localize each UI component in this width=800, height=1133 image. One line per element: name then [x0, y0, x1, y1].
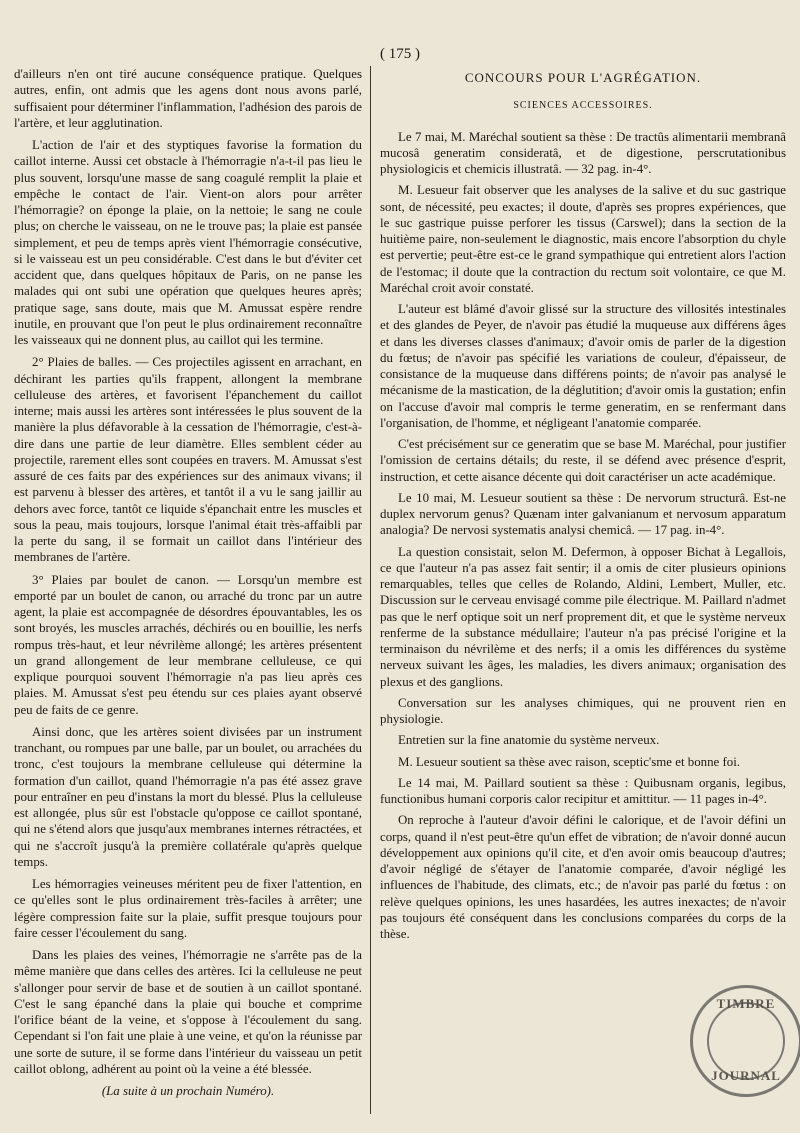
stamp-bottom-text: JOURNAL — [711, 1068, 781, 1083]
stamp-top-text: TIMBRE — [716, 996, 776, 1011]
paragraph: La question consistait, selon M. Defermon, à opposer Bichat à Legallois, ce que l'auteur n'a pas assez fait sentir; il a omis de citer plusieurs opinions remarquables, telles que celles de Rolando, Aldini, Lembert, Muller, etc. Discussion sur le cerveau envisagé comme pile électrique. M. Paillard n'admet pas que le nerf optique soit un nerf proprement dit, et que le système nerveux renferme de la substance médullaire; l'auteur n'a pas précisé l'origine et la terminaison du névrilème et des nerfs; il a omis les différences du système nerveux suivant les âges, les maladies, les divers animaux; organisation des plexus et des ganglions. — [380, 544, 786, 689]
paragraph: Le 10 mai, M. Lesueur soutient sa thèse : De nervorum structurâ. Est-ne duplex nervorum genus? Quænam inter galvanianum et nervosum apparatum analogia? De nervosi systematis analysi chemicâ. — 17 pag. in-4°. — [380, 490, 786, 538]
left-column — [14, 66, 362, 1105]
continuation-note: (La suite à un prochain Numéro). — [101, 1084, 275, 1098]
paragraph: Dans les plaies des veines, l'hémorragie ne s'arrête pas de la même manière que dans celles des artères. Ici la celluleuse ne peut s'allonger pour servir de base et de soutien à un caillot spontané. C'est le sang épanché dans la plaie qui bouche et comprime l'orifice béant de la veine, et s'oppose à l'écoulement du sang. Cependant si l'on fait une plaie à une veine, et qu'on la réunisse par une sorte de suture, il se forme dans l'intérieur du vaisseau un petit caillot oblong, adhérent au point où la veine a été blessée. — [14, 948, 362, 1076]
right-column — [380, 66, 786, 947]
paragraph: Conversation sur les analyses chimiques, qui ne prouvent rien en physiologie. — [380, 695, 786, 726]
subsection-heading: SCIENCES ACCESSOIRES. — [513, 100, 653, 112]
page-number: ( 175 ) — [380, 46, 420, 62]
paragraph: M. Lesueur fait observer que les analyses de la salive et du suc gastrique sont, de nécessité, peu exactes; il doute, d'après ses propres expériences, que le suc gastrique puisse perforer les tissus (Carswel); dans la section de la huitième paire, non-seulement le diagnostic, mais encore l'absorption du chyle est pervertie; peut-être est-ce le grand sympathique qui entretient alors l'action de l'estomac; il doute que la contraction du rectum soit volontaire, ce que M. Maréchal croit avoir constaté. — [380, 183, 786, 295]
paragraph: L'action de l'air et des styptiques favorise la formation du caillot interne. Aussi cet obstacle à l'hémorragie n'a-t-il pas lieu le plus souvent, lorsqu'une masse de sang coagulé remplit la plaie et empêche le contact de l'air. Vient-on alors pour arrêter l'hémorragie? on éponge la plaie, on la nettoie; le sang ne coule plus; on cherche le vaisseau, on ne le trouve pas; la plaie est pansée simplement, et peu de temps après vient l'hémorragie consécutive, si le vaisseau est un peu considérable. C'est dans le but d'éviter cet accident que, dans quelques hôpitaux de Paris, on ne panse les malades qui ont subi une opération que quelques heures après; pratique sage, sans doute, mais que M. Amussat espère rendre inutile, en prouvant que l'on peut le plus ordinairement reconnaître les vaisseaux qui ne donnent plus, au caillot qui les termine. — [14, 138, 362, 347]
paragraph: Entretien sur la fine anatomie du système nerveux. — [398, 733, 660, 748]
paragraph: d'ailleurs n'en ont tiré aucune conséquence pratique. Quelques autres, enfin, ont admis que les agens dont nous avons parlé, suffisaient pour déterminer l'inflammation, l'adhésion des parois de l'artère, et leur agglutination. — [14, 67, 362, 130]
column-divider — [370, 66, 371, 1114]
paragraph: On reproche à l'auteur d'avoir défini le calorique, et de l'avoir défini un corps, quand il n'est peut-être qu'un effet de vibration; de n'avoir donné aucun développement aux opinions qu'il cite, et d'en avoir omis beaucoup d'autres; d'avoir négligé de s'étayer de l'anatomie comparée, d'avoir négligé les influences de l'habitude, des climats, etc.; de n'avoir pas parlé du fœtus : on relève quelques opinions, les unes hasardées, les autres inexactes; de n'avoir pas toujours été conséquent dans les conclusions comparées du corps de la thèse. — [380, 813, 786, 941]
tax-stamp — [690, 985, 800, 1097]
paragraph: 2° Plaies de balles. — Ces projectiles agissent en arrachant, en déchirant les parties qu'ils frappent, allongent la membrane celluleuse des artères, et favorisent l'épanchement du caillot interne; mais aussi les artères sont intéressées le plus souvent de la manière la plus défavorable à la cessation de l'hémorragie, c'est-à-dire dans une partie de leur diamètre. Elles semblent céder au projectile, rarement elles sont coupées en travers. M. Amussat s'est assuré de ces faits par des expériences sur des animaux vivans; il est parvenu à blesser des artères, et tantôt il a vu le sang jaillir au dehors avec force, tantôt ce liquide s'épanchait entre les muscles et sous la peau, mais toujours, lorsque l'animal était très-affaibli par la perte du sang, il se formait un caillot dans l'intérieur des membranes de l'artère. — [14, 355, 362, 565]
paragraph: Le 7 mai, M. Maréchal soutient sa thèse : De tractûs alimentarii membranâ mucosâ generatim consideratâ, et de digestione, perscrutationibus physiologicis et chemicis illustratâ. — 32 pag. in-4°. — [380, 129, 786, 176]
paragraph: C'est précisément sur ce generatim que se base M. Maréchal, pour justifier l'omission de certains détails; du reste, il se défend avec présence d'esprit, instruction, et cette aisance décente qui doit caractériser un acte académique. — [380, 437, 786, 484]
paragraph: M. Lesueur soutient sa thèse avec raison, sceptic'sme et bonne foi. — [398, 754, 741, 769]
section-heading: CONCOURS POUR L'AGRÉGATION. — [464, 70, 702, 85]
paragraph: Les hémorragies veineuses méritent peu de fixer l'attention, en ce qu'elles sont le plus ordinairement très-faciles à arrêter; une légère compression faite sur la plaie, suffit presque toujours pour faire cesser l'écoulement du sang. — [14, 877, 362, 940]
paragraph: L'auteur est blâmé d'avoir glissé sur la structure des villosités intestinales et des glandes de Peyer, de n'avoir pas étudié la muqueuse aux différens âges et dans les diverses classes d'animaux; d'avoir omis de parler de la digestion du fœtus; de n'avoir pas spécifié les variations de couleur, d'épaisseur, de consistance de la muqueuse dans différens points; de n'avoir pas analysé le mécanisme de la mastication, de la déglutition; d'avoir omis la gustation; enfin on l'accuse d'avoir mal compris le terme generatim, en se renfermant dans l'organisation, de l'homme, et négligeant l'anatomie comparée. — [380, 302, 786, 430]
paragraph: Le 14 mai, M. Paillard soutient sa thèse : Quibusnam organis, legibus, functionibus humani corporis calor recipitur et amittitur. — 11 pages in-4°. — [380, 775, 786, 806]
paragraph: 3° Plaies par boulet de canon. — Lorsqu'un membre est emporté par un boulet de canon, ou arraché du tronc par un autre agent, la plaie est accompagnée de désordres épouvantables, les os sont broyés, les muscles arrachés, déchirés ou en bouillie, les nerfs rompus très-haut, et leur névrilème allongé; les artères présentent un grand allongement de leur membrane celluleuse, ce qui explique pourquoi souvent l'hémorragie n'a pas lieu après ces plaies. M. Amussat s'est peu étendu sur ces plaies ayant observé peu de faits de ce genre. — [14, 572, 362, 717]
paragraph: Ainsi donc, que les artères soient divisées par un instrument tranchant, ou rompues par une balle, par un boulet, ou arrachées du tronc, c'est toujours la membrane celluleuse qui détermine la formation d'un caillot, quand l'hémorragie n'a pas été assez grave pour entraîner en peu d'instans la mort du blessé. Plus la celluleuse est allongée, plus sûr est l'obstacle qu'oppose ce caillot spontané, qui ne s'étend alors que jusqu'aux membranes internes rétractées, et qui ne s'accroît jusqu'à la première collatérale qu'après quelque temps. — [14, 724, 362, 869]
